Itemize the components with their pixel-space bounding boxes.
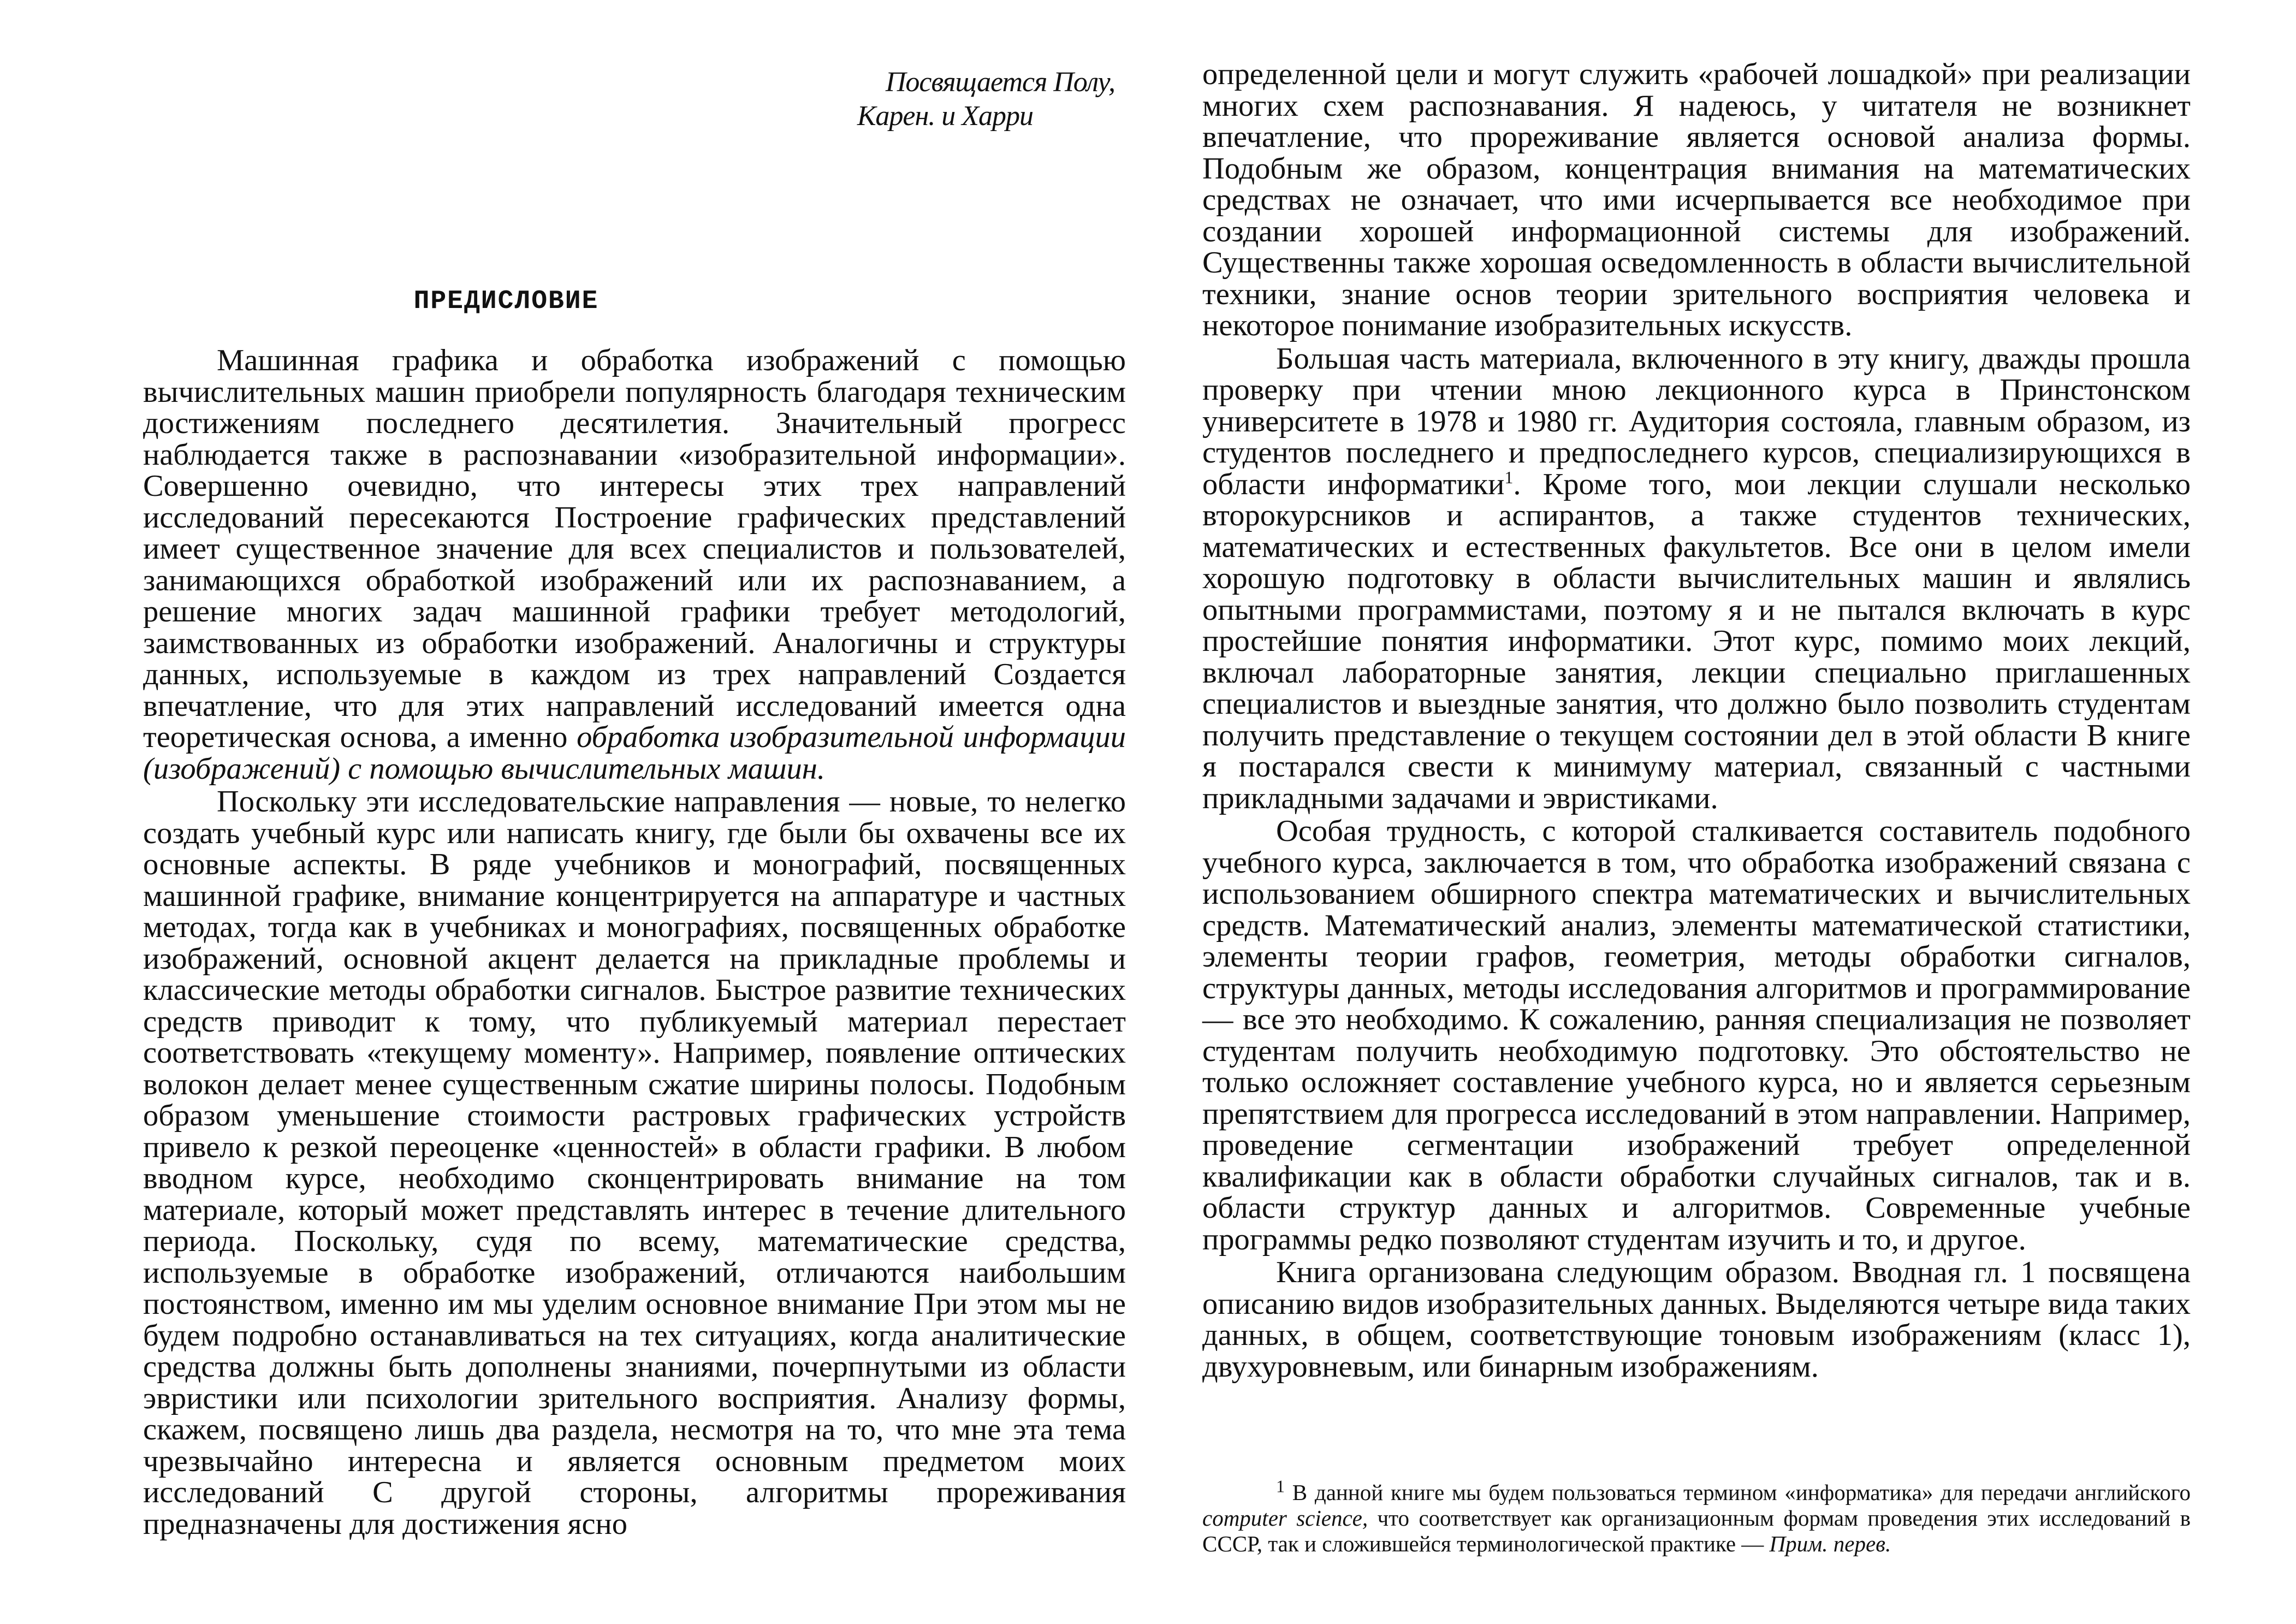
paragraph-3-text-b: . Кроме того, мои лекции слушали несколько второкурсников и аспирантов, а также студентов технических, математических и естественных факультетов. Все они в целом имели хорошую подготовку в области вычислительных машин и являлись опытными программистами, поэтому я и не пытался включать в курс простейшие понятия информатики. Этот курс, помимо моих лекций, включал лабораторные занятия, лекции специально приглашенных специалистов и выездные занятия, что должно было позволить студентам получить представление о текущем состоянии дел в этой области В книге я постарался свести к минимуму материал, связанный с частными прикладными задачами и эвристиками.	[1202, 467, 2191, 815]
footnote-translator-note: Прим. перев.	[1769, 1531, 1891, 1556]
paragraph-continued: определенной цели и могут служить «рабочей лошадкой» при реализации многих схем распознавания. Я надеюсь, у читателя не возникнет впечатление, что прореживание является основой анализа формы. Подобным же образом, концентрация внимания на математических средствах не означает, что ими исчерпывается все необходимое при создании хорошей информационной системы для изображений. Существенны также хорошая осведомленность в области вычислительной техники, знание основ теории зрительного восприятия человека и некоторое понимание изобразительных искусств.	[1202, 57, 2191, 342]
footnote-italic: computer science,	[1202, 1506, 1368, 1531]
dedication-line-1: Посвящается Полу,	[885, 67, 1115, 98]
paragraph-3	[1202, 343, 2191, 815]
paragraph-4: Особая трудность, с которой сталкивается составитель подобного учебного курса, заключается в том, что обработка изображений связана с использованием обширного спектра математических и вычислительных средств. Математический анализ, элементы математической статистики, элементы теории графов, геометрия, методы обработки сигналов, структуры данных, методы исследования алгоритмов и программирование — все это необходимо. К сожалению, ранняя специализация не позволяет студентам получить необходимую подготовку. Это обстоятельство не только осложняет составление учебного курса, но и является серьезным препятствием для прогресса исследований в этом направлении. Например, проведение сегментации изображений требует определенной квалификации как в области обработки случайных сигналов, так и в. области структур данных и алгоритмов. Современные учебные программы редко позволяют студентам изучить и то, и другое.	[1202, 814, 2191, 1256]
right-body-text	[1202, 59, 2191, 1383]
right-page	[1202, 0, 2191, 1624]
footnote-ref: 1	[1504, 467, 1514, 487]
paragraph-5: Книга организована следующим образом. Вводная гл. 1 посвящена описанию видов изобразительных данных. Выделяются четыре вида таких данных, в общем, соответствующие тоновым изображениям (класс 1), двухуровневым, или бинарным изображениям.	[1202, 1255, 2191, 1384]
paragraph-2: Поскольку эти исследовательские направления — новые, то нелегко создать учебный курс или написать книгу, где были бы охвачены все их основные аспекты. В ряде учебников и монографий, посвященных машинной графике, внимание концентрируется на аппаратуре и частных методах, тогда как в учебниках и монографиях, посвященных обработке изображений, основной акцент делается на прикладные проблемы и классические методы обработки сигналов. Быстрое развитие технических средств приводит к тому, что публикуемый материал перестает соответствовать «текущему моменту». Например, появление оптических волокон делает менее существенным сжатие ширины полосы. Подобным образом уменьшение стоимости растровых графических устройств привело к резкой переоценке «ценностей» в области графики. В любом вводном курсе, необходимо сконцентрировать внимание на том материале, который может представлять интерес в течение длительного периода. Поскольку, судя по всему, математические средства, используемые в обработке изображений, отличаются наибольшим постоянством, именно им мы уделим основное внимание При этом мы не будем подробно останавливаться на тех ситуациях, когда аналитические средства должны быть дополнены знаниями, почерпнутыми из области эвристики или психологии зрительного восприятия. Анализу формы, скажем, посвящено лишь два раздела, несмотря на то, что мне эта тема чрезвычайно интересна и является основным предметом моих исследований С другой стороны, алгоритмы прореживания предназначены для достижения ясно	[143, 785, 1126, 1541]
dedication-line-2: Карен. и Харри	[857, 100, 1033, 132]
footnote	[1202, 1476, 2191, 1557]
paragraph-1-italic: обработка изобразительной информации (изображений) с помощью вычислительных машин.	[143, 720, 1126, 786]
footnote-text-b: что соответствует как организационным формам проведения этих исследований в СССР, так и сложившейся терминологической практике —	[1202, 1506, 2191, 1556]
paragraph-1	[143, 345, 1126, 785]
footnote-text-a: В данной книге мы будем пользоваться термином «информатика» для передачи английского	[1292, 1480, 2191, 1505]
page-title: ПРЕДИСЛОВИЕ	[413, 287, 599, 316]
footnote-text	[1202, 1476, 2191, 1557]
left-page	[143, 0, 1126, 1624]
left-body-text	[143, 345, 1126, 1540]
footnote-mark: 1	[1276, 1476, 1285, 1496]
paragraph-1-text: Машинная графика и обработка изображений с помощью вычислительных машин приобрели популярность благодаря техническим достижениям последнего десятилетия. Значительный прогресс наблюдается также в распознавании «изобразительной информации». Совершенно очевидно, что интересы этих трех направлений исследований пересекаются Построение графических представлений имеет существенное значение для всех специалистов и пользователей, занимающихся обработкой изображений или их распознаванием, а решение многих задач машинной графики требует методологий, заимствованных из обработки изображений. Аналогичны и структуры данных, используемые в каждом из трех направлений Создается впечатление, что для этих направлений исследований имеется одна теоретическая основа, а именно	[143, 343, 1126, 754]
dedication	[787, 66, 1115, 133]
paragraph-3-text-a: Большая часть материала, включенного в эту книгу, дважды прошла проверку при чтении мною лекционного курса в Принстонском университете в 1978 и 1980 гг. Аудитория состояла, главным образом, из студентов последнего и предпоследнего курсов, специализирующихся в области информатики	[1202, 341, 2191, 501]
